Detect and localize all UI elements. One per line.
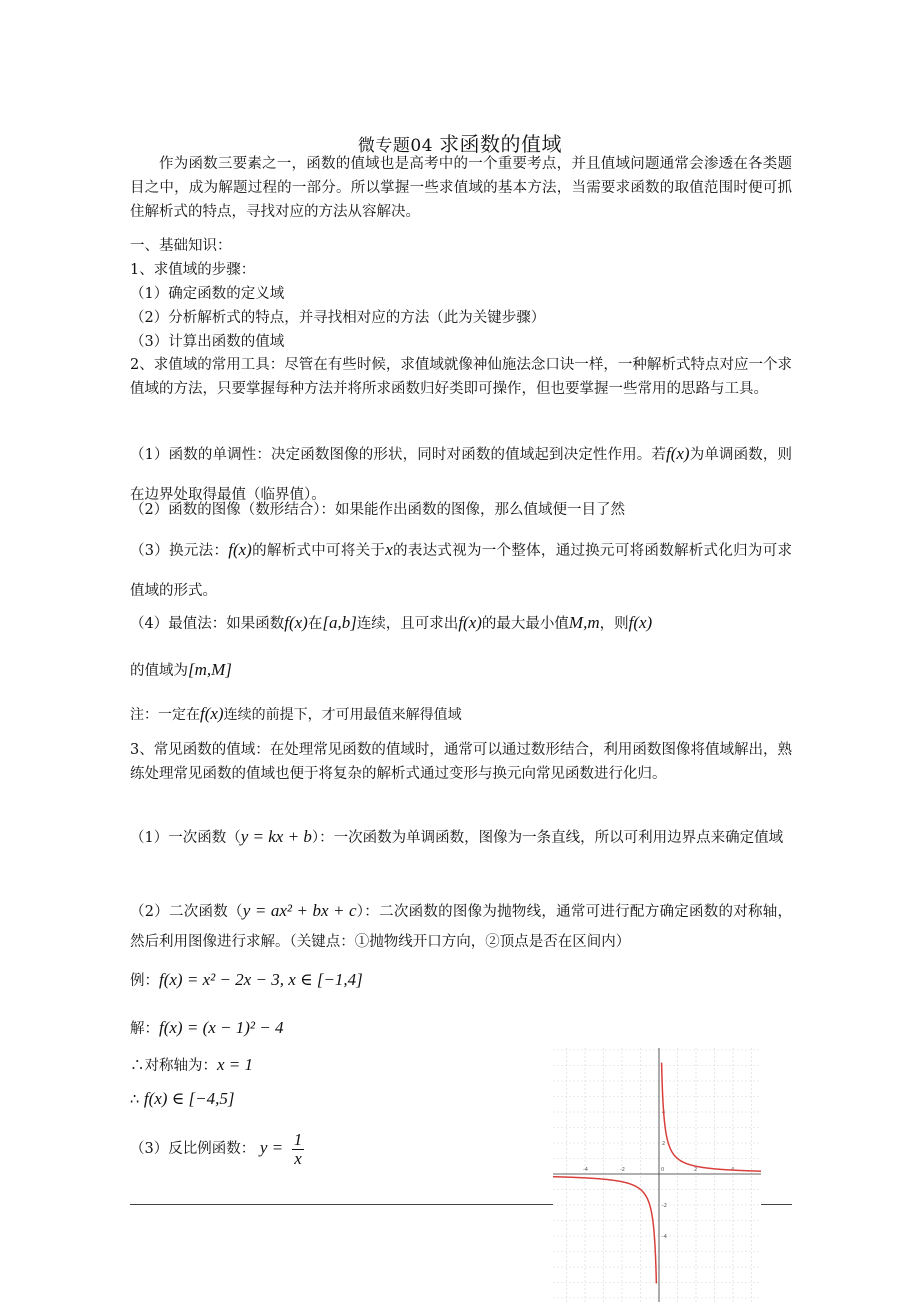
- tool-2: （2）函数的图像（数形结合）：如果能作出函数的图像，那么值域便一目了然: [130, 502, 625, 518]
- inverse-label: （3）反比例函数：: [130, 1141, 256, 1157]
- x-tick-label: 4: [731, 1167, 735, 1173]
- quadratic-text-b: ）：二次函数的图像为抛物线，通常可进行配方确定函数的对称轴，然后利用图像进行求解。（关键点：①抛物线开口方向，②顶点是否在区间内）: [130, 904, 793, 950]
- x-tick-label: 0: [661, 1167, 665, 1173]
- title-main: 求函数的值域: [439, 132, 563, 156]
- x-tick-label: -2: [620, 1167, 625, 1173]
- tool-3: [130, 530, 792, 611]
- tool-3-text-c: 的表达式视为一个整体，通过换元可将函数解析式化归为可求值域的形式。: [130, 543, 792, 599]
- example: [130, 964, 792, 997]
- note-fx: f(x): [200, 704, 224, 723]
- note-text-b: 连续的前提下，才可用最值来解得值域: [223, 707, 462, 723]
- example-equation: f(x) = x² − 2x − 3, x ∈ [−1,4]: [159, 970, 363, 989]
- fraction: [292, 1131, 305, 1168]
- tool-3-x: x: [385, 540, 393, 559]
- tool-4: [130, 600, 792, 694]
- solution-equation: f(x) = (x − 1)² − 4: [159, 1018, 284, 1037]
- title-prefix: 微专题04: [357, 136, 434, 156]
- tool-4-range: [m,M]: [188, 660, 232, 679]
- tool-4-text-c: 连续，且可求出: [356, 616, 459, 632]
- quadratic-function: [130, 896, 792, 957]
- tool-4-text-d: 的最大最小值: [481, 616, 569, 632]
- quadratic-text-a: （2）二次函数（: [130, 904, 243, 920]
- graph-axes: [553, 1048, 761, 1302]
- quadratic-equation: y = ax² + bx + c: [242, 901, 357, 920]
- fraction-denominator: x: [294, 1148, 302, 1168]
- tool-1-fx: f(x): [666, 444, 690, 463]
- curve-right-branch: [662, 1063, 761, 1172]
- result-label: ∴: [130, 1092, 144, 1108]
- linear-function: [130, 817, 792, 858]
- solution: [130, 1012, 792, 1045]
- common-functions-paragraph: 3、常见函数的值域：在处理常见函数的值域时，通常可以通过数形结合，利用函数图像将值域解出，熟练处理常见函数的值域也便于将复杂的解析式通过变形与换元向常见函数进行化归。: [130, 742, 792, 782]
- tool-1-text-b: 为单调函数，则在边界处取得最值（临界值）。: [130, 447, 792, 503]
- tool-4-max-min: M,m: [568, 613, 600, 632]
- note-text-a: 注：一定在: [130, 707, 200, 723]
- fraction-numerator: 1: [293, 1129, 303, 1149]
- x-tick-label: -4: [583, 1167, 588, 1173]
- note: [130, 700, 792, 729]
- tool-4-text-a: （4）最值法：如果函数: [130, 616, 285, 632]
- axis-equation: x = 1: [217, 1055, 254, 1074]
- linear-text-a: （1）一次函数（: [130, 830, 241, 846]
- intro-paragraph: 作为函数三要素之一，函数的值域也是高考中的一个重要考点，并且值域问题通常会渗透在各类题目之中，成为解题过程的一部分。所以掌握一些求值域的基本方法，当需要求函数的取值范围时便可抓住解析式的特点，寻找对应的方法从容解决。: [130, 156, 792, 220]
- tool-4-interval: [a,b]: [322, 613, 357, 632]
- example-label: 例：: [130, 973, 159, 989]
- tool-3-text-b: 的解析式中可将关于: [251, 543, 386, 559]
- tools-paragraph: 2、求值域的常用工具：尽管在有些时候，求值域就像神仙施法念口诀一样，一种解析式特点对应一个求值域的方法，只要掌握每种方法并将所求函数归好类即可操作，但也要掌握一些常用的思路与工具。: [130, 357, 792, 397]
- result-equation: f(x) ∈ [−4,5]: [143, 1089, 235, 1108]
- linear-equation: y = kx + b: [240, 827, 312, 846]
- curve-left-branch: [553, 1177, 656, 1284]
- y-tick-label: 4: [662, 1110, 666, 1116]
- tool-4-text-b: 在: [307, 616, 323, 632]
- steps-heading: 1、求值域的步骤：: [130, 262, 256, 278]
- graph-grid: [553, 1048, 761, 1302]
- step-1: （1）确定函数的定义域: [130, 286, 285, 302]
- y-tick-label: -2: [662, 1203, 667, 1209]
- y-tick-label: 2: [662, 1141, 666, 1147]
- tool-4-fx3: f(x): [628, 613, 653, 632]
- x-tick-label: 2: [694, 1167, 698, 1173]
- solution-label: 解：: [130, 1021, 159, 1037]
- axis-label: ∴对称轴为：: [130, 1058, 217, 1074]
- tool-4-fx: f(x): [284, 613, 308, 632]
- tool-4-text-e: ，则: [599, 616, 629, 632]
- reciprocal-graph: [553, 1048, 761, 1302]
- section-heading: 一、基础知识：: [130, 238, 232, 254]
- step-3: （3）计算出函数的值域: [130, 334, 285, 350]
- step-2: （2）分析解析式的特点，并寻找相对应的方法（此为关键步骤）: [130, 310, 546, 326]
- tool-4-fx2: f(x): [458, 613, 482, 632]
- tool-4-text-f: 的值域为: [130, 663, 188, 679]
- tool-3-text-a: （3）换元法：: [130, 543, 229, 559]
- tool-1-text-a: （1）函数的单调性：决定函数图像的形状，同时对函数的值域起到决定性作用。若: [130, 447, 666, 463]
- linear-text-b: ）：一次函数为单调函数，图像为一条直线，所以可利用边界点来确定值域: [311, 830, 784, 846]
- inverse-y: y =: [259, 1138, 284, 1157]
- y-tick-label: -4: [662, 1234, 667, 1240]
- tool-3-fx: f(x): [228, 540, 252, 559]
